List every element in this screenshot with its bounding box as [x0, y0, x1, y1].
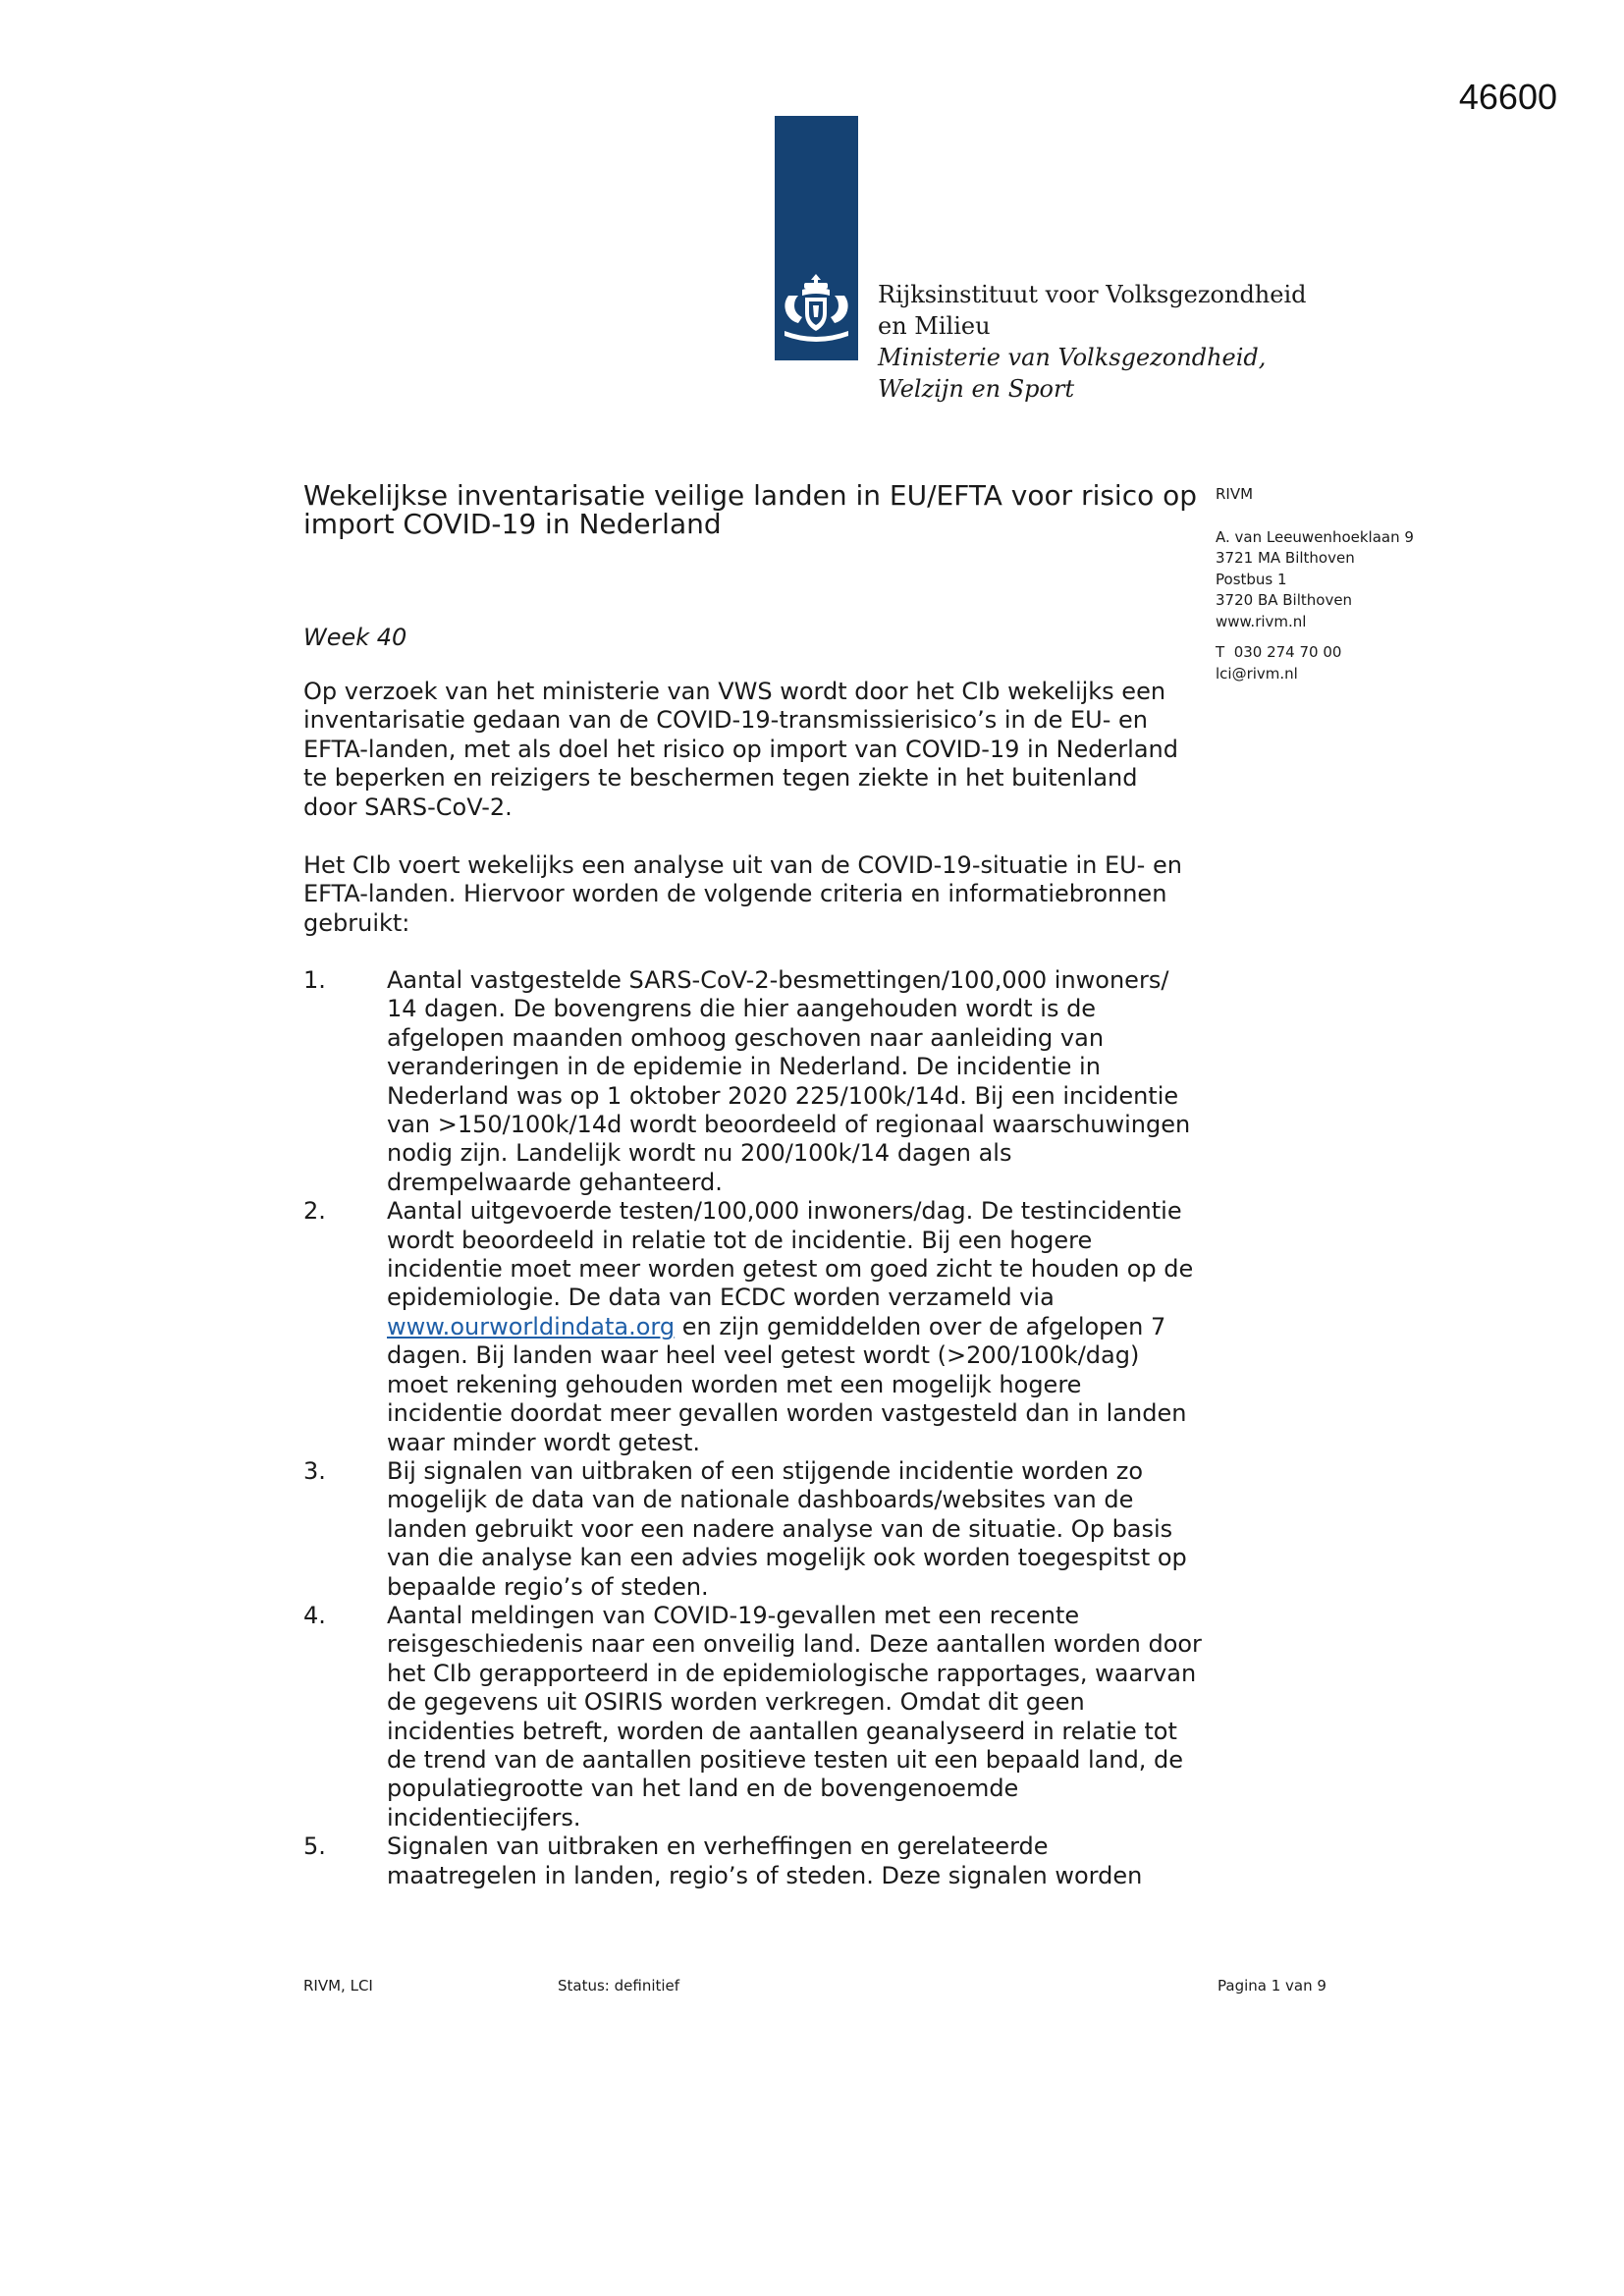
- list-item: [303, 1457, 1202, 1602]
- org-name-line-2: en Milieu: [878, 312, 991, 340]
- list-item-text: [387, 1197, 1202, 1457]
- sidebar-contact: [1216, 484, 1414, 684]
- sidebar-phone: T 030 274 70 00: [1216, 643, 1342, 661]
- list-item: [303, 1602, 1202, 1832]
- list-item-number: 5.: [303, 1832, 326, 1861]
- list-item: [303, 1832, 1202, 1890]
- intro-paragraph-2: Het CIb voert wekelijks een analyse uit van de COVID-19-situatie in EU- en EFTA-landen. Hiervoor worden de volgende criteria en informatiebronnen gebruikt:: [303, 851, 1182, 937]
- footer-page-number: Pagina 1 van 9: [1218, 1977, 1326, 1995]
- ministry-name-line-1: Ministerie van Volksgezondheid,: [878, 344, 1267, 371]
- criteria-list: [303, 966, 1202, 1890]
- list-item-text: Aantal meldingen van COVID-19-gevallen met een recente reisgeschiedenis naar een onveilig land. Deze aantallen worden door het CIb gerapporteerd in de epidemiologische rapportages, waarvan de gegevens uit OSIRIS worden verkregen. Omdat dit geen incidenties betreft, worden de aantallen geanalyseerd in relatie tot de trend van de aantallen positieve testen uit een bepaald land, de populatiegrootte van het land en de bovengenoemde incidentiecijfers.: [387, 1601, 1202, 1831]
- sidebar-address-street: A. van Leeuwenhoeklaan 9: [1216, 527, 1414, 546]
- ourworldindata-link[interactable]: www.ourworldindata.org: [387, 1312, 676, 1340]
- footer-status: Status: definitief: [558, 1977, 680, 1995]
- list-item: [303, 966, 1202, 1197]
- list-item-text: Aantal vastgestelde SARS-CoV-2-besmettingen/100,000 inwoners/ 14 dagen. De bovengrens die hier aangehouden wordt is de afgelopen maanden omhoog geschoven naar aanleiding van veranderingen in de epidemie in Nederland. De incidentie in Nederland was op 1 oktober 2020 225/100k/14d. Bij een incidentie van >150/100k/14d wordt beoordeeld of regionaal waarschuwingen nodig zijn. Landelijk wordt nu 200/100k/14 dagen als drempelwaarde gehanteerd.: [387, 966, 1191, 1196]
- sidebar-website-link[interactable]: www.rivm.nl: [1216, 612, 1307, 630]
- sidebar-email-link[interactable]: lci@rivm.nl: [1216, 664, 1298, 683]
- list-item-text: Bij signalen van uitbraken of een stijgende incidentie worden zo mogelijk de data van de nationale dashboards/websites van de landen gebruikt voor een nadere analyse van de situatie. Op basis van die analyse kan een advies mogelijk ook worden toegespitst op bepaalde regio’s of steden.: [387, 1456, 1187, 1601]
- week-label: Week 40: [303, 624, 407, 651]
- intro-paragraph-1: Op verzoek van het ministerie van VWS wordt door het CIb wekelijks een inventarisatie gedaan van de COVID-19-transmissierisico’s in de EU- en EFTA-landen, met als doel het risico op import van COVID-19 in Nederland te beperken en reizigers te beschermen tegen ziekte in het buitenland door SARS-CoV-2.: [303, 678, 1178, 821]
- ministry-name-line-2: Welzijn en Sport: [878, 375, 1075, 403]
- coat-of-arms-icon: [779, 274, 854, 345]
- org-name-line-1: Rijksinstituut voor Volksgezondheid: [878, 281, 1307, 308]
- list-item-text: Signalen van uitbraken en verheffingen en gerelateerde maatregelen in landen, regio’s of steden. Deze signalen worden: [387, 1832, 1143, 1889]
- organisation-name-block: [878, 279, 1307, 405]
- list-item-number: 1.: [303, 966, 326, 994]
- list-item-number: 2.: [303, 1197, 326, 1226]
- footer-department: RIVM, LCI: [303, 1977, 373, 1995]
- sidebar-address-postbus: Postbus 1: [1216, 570, 1287, 588]
- document-title: Wekelijkse inventarisatie veilige landen in EU/EFTA voor risico op import COVID-19 in Nederland: [303, 479, 1198, 540]
- list-item-text-after-link: en zijn gemiddelden over de afgelopen 7 dagen. Bij landen waar heel veel getest wordt (>200/100k/dag) moet rekening gehouden worden met een mogelijk hogere incidentie doordat meer gevallen worden vastgesteld dan in landen waar minder wordt getest.: [387, 1312, 1187, 1456]
- list-item-number: 3.: [303, 1456, 326, 1485]
- list-item: [303, 1197, 1202, 1457]
- sidebar-org: RIVM: [1216, 485, 1254, 503]
- sidebar-address-postbus-postcode: 3720 BA Bilthoven: [1216, 591, 1353, 609]
- rijksoverheid-logo-bar: [775, 116, 858, 360]
- sidebar-address-postcode: 3721 MA Bilthoven: [1216, 549, 1355, 567]
- document-number: 46600: [1458, 77, 1557, 117]
- list-item-number: 4.: [303, 1601, 326, 1629]
- list-item-text-before-link: Aantal uitgevoerde testen/100,000 inwoners/dag. De testincidentie wordt beoordeeld in relatie tot de incidentie. Bij een hogere incidentie moet meer worden getest om goed zicht te houden op de epidemiologie. De data van ECDC worden verzameld via: [387, 1197, 1194, 1312]
